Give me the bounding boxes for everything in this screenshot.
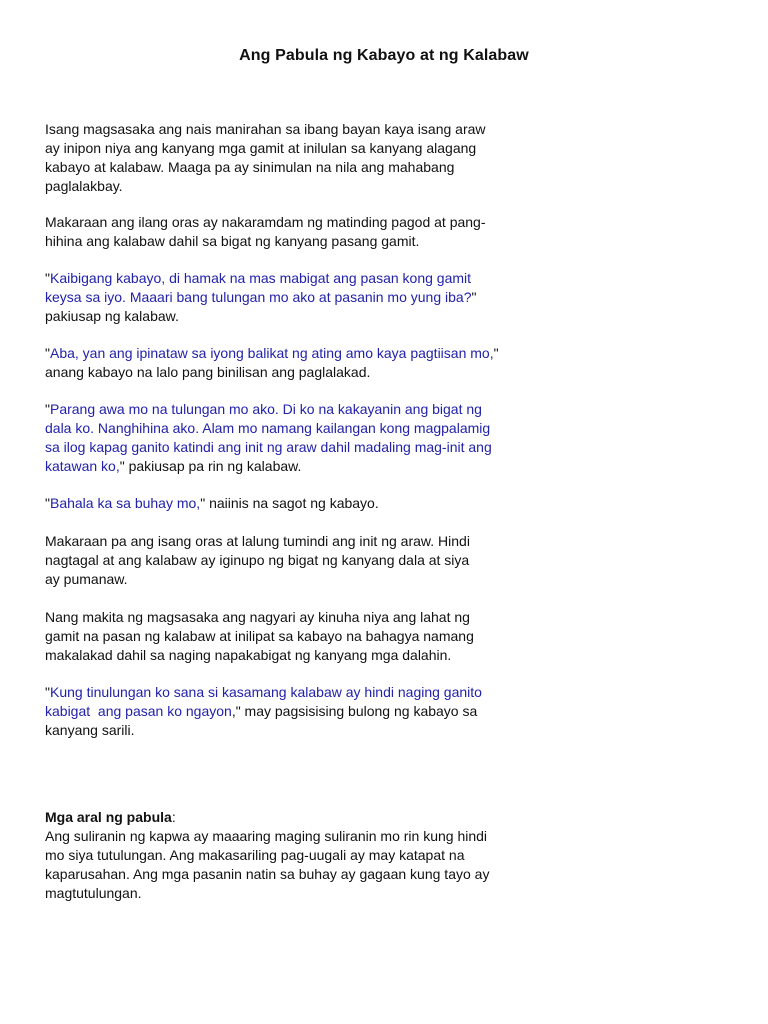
dialogue-text: Kung tinulungan ko sana si kasamang kalabaw ay hindi naging ganito [49, 684, 482, 700]
moral-heading-colon: : [171, 809, 176, 825]
dialogue-text: Kaibigang kabayo, di hamak na mas mabigat ang pasan kong gamit [49, 270, 472, 286]
document-title: Ang Pabula ng Kabayo at ng Kalabaw [239, 47, 529, 64]
text-line: gamit na pasan ng kalabaw at inilipat sa kabayo na bahagya namang [45, 628, 474, 644]
dialogue-text: kabigat ang pasan ko ngayon [45, 703, 232, 719]
text-line: makalakad dahil sa naging napakabigat ng kanyang mga dalahin. [45, 647, 452, 663]
narration-text: " pakiusap pa rin ng kalabaw. [119, 458, 302, 474]
text-line [45, 344, 499, 363]
text-line: hihina ang kalabaw dahil sa bigat ng kanyang pasang gamit. [45, 233, 420, 249]
quote-mark: " [45, 401, 50, 417]
text-line [45, 400, 495, 419]
moral-heading-line [45, 808, 495, 827]
quote-mark: " [45, 270, 50, 286]
text-line: ay inipon niya ang kanyang mga gamit at inilulan sa kanyang alagang [45, 140, 477, 156]
dialogue-text: sa ilog kapag ganito katindi ang init ng araw dahil madaling mag-init ang [45, 439, 492, 455]
quote-mark: " [45, 345, 50, 361]
text-line [45, 702, 495, 721]
paragraph-6-dialogue [45, 494, 495, 513]
narration-text: " naiinis na sagot ng kabayo. [200, 495, 379, 511]
text-line: paglalakbay. [45, 178, 123, 194]
moral-section [45, 808, 495, 903]
quote-mark: " [45, 684, 50, 700]
dialogue-text: keysa sa iyo. Maaari bang tulungan mo ako at pasanin mo yung iba? [45, 289, 472, 305]
moral-heading: Mga aral ng pabula [45, 809, 172, 825]
moral-text-line: Ang suliranin ng kapwa ay maaaring maging suliranin mo rin kung hindi [45, 828, 488, 844]
paragraph-5-dialogue [45, 400, 495, 476]
text-line [45, 683, 495, 702]
paragraph-3-dialogue [45, 269, 495, 326]
text-line: pakiusap ng kalabaw. [45, 308, 179, 324]
text-line: Nang makita ng magsasaka ang nagyari ay kinuha niya ang lahat ng [45, 609, 470, 625]
paragraph-4-dialogue [45, 344, 499, 382]
dialogue-text: katawan ko, [45, 458, 120, 474]
dialogue-text: dala ko. Nanghihina ako. Alam mo namang kailangan kong magpalamig [45, 420, 491, 436]
text-line [45, 457, 495, 476]
text-line: ay pumanaw. [45, 571, 128, 587]
paragraph-2 [45, 213, 495, 251]
text-line: kanyang sarili. [45, 722, 135, 738]
text-line: Makaraan pa ang isang oras at lalung tumindi ang init ng araw. Hindi [45, 533, 470, 549]
dialogue-text: Bahala ka sa buhay mo, [49, 495, 201, 511]
text-line: Isang magsasaka ang nais manirahan sa ibang bayan kaya isang araw [45, 121, 486, 137]
text-line [45, 288, 495, 307]
text-line [45, 494, 495, 513]
quote-mark: " [493, 345, 499, 361]
quote-mark: " [471, 289, 477, 305]
text-line: Makaraan ang ilang oras ay nakaramdam ng matinding pagod at pang- [45, 214, 486, 230]
moral-text-line: kaparusahan. Ang mga pasanin natin sa buhay ay gagaan kung tayo ay [45, 866, 490, 882]
text-line: anang kabayo na lalo pang binilisan ang paglalakad. [45, 364, 371, 380]
moral-text-line: magtutulungan. [45, 885, 142, 901]
dialogue-text: Parang awa mo na tulungan mo ako. Di ko na kakayanin ang bigat ng [49, 401, 482, 417]
paragraph-8 [45, 608, 495, 665]
narration-text: ," may pagsisising bulong ng kabayo sa [231, 703, 478, 719]
quote-mark: " [45, 495, 50, 511]
paragraph-7 [45, 532, 495, 589]
paragraph-9-dialogue [45, 683, 495, 740]
moral-text-line: mo siya tutulungan. Ang makasariling pag-uugali ay may katapat na [45, 847, 465, 863]
text-line [45, 269, 495, 288]
text-line: kabayo at kalabaw. Maaga pa ay sinimulan na nila ang mahabang [45, 159, 455, 175]
dialogue-text: Aba, yan ang ipinataw sa iyong balikat ng ating amo kaya pagtiisan mo, [49, 345, 494, 361]
text-line: nagtagal at ang kalabaw ay iginupo ng bigat ng kanyang dala at siya [45, 552, 470, 568]
paragraph-1 [45, 120, 495, 196]
